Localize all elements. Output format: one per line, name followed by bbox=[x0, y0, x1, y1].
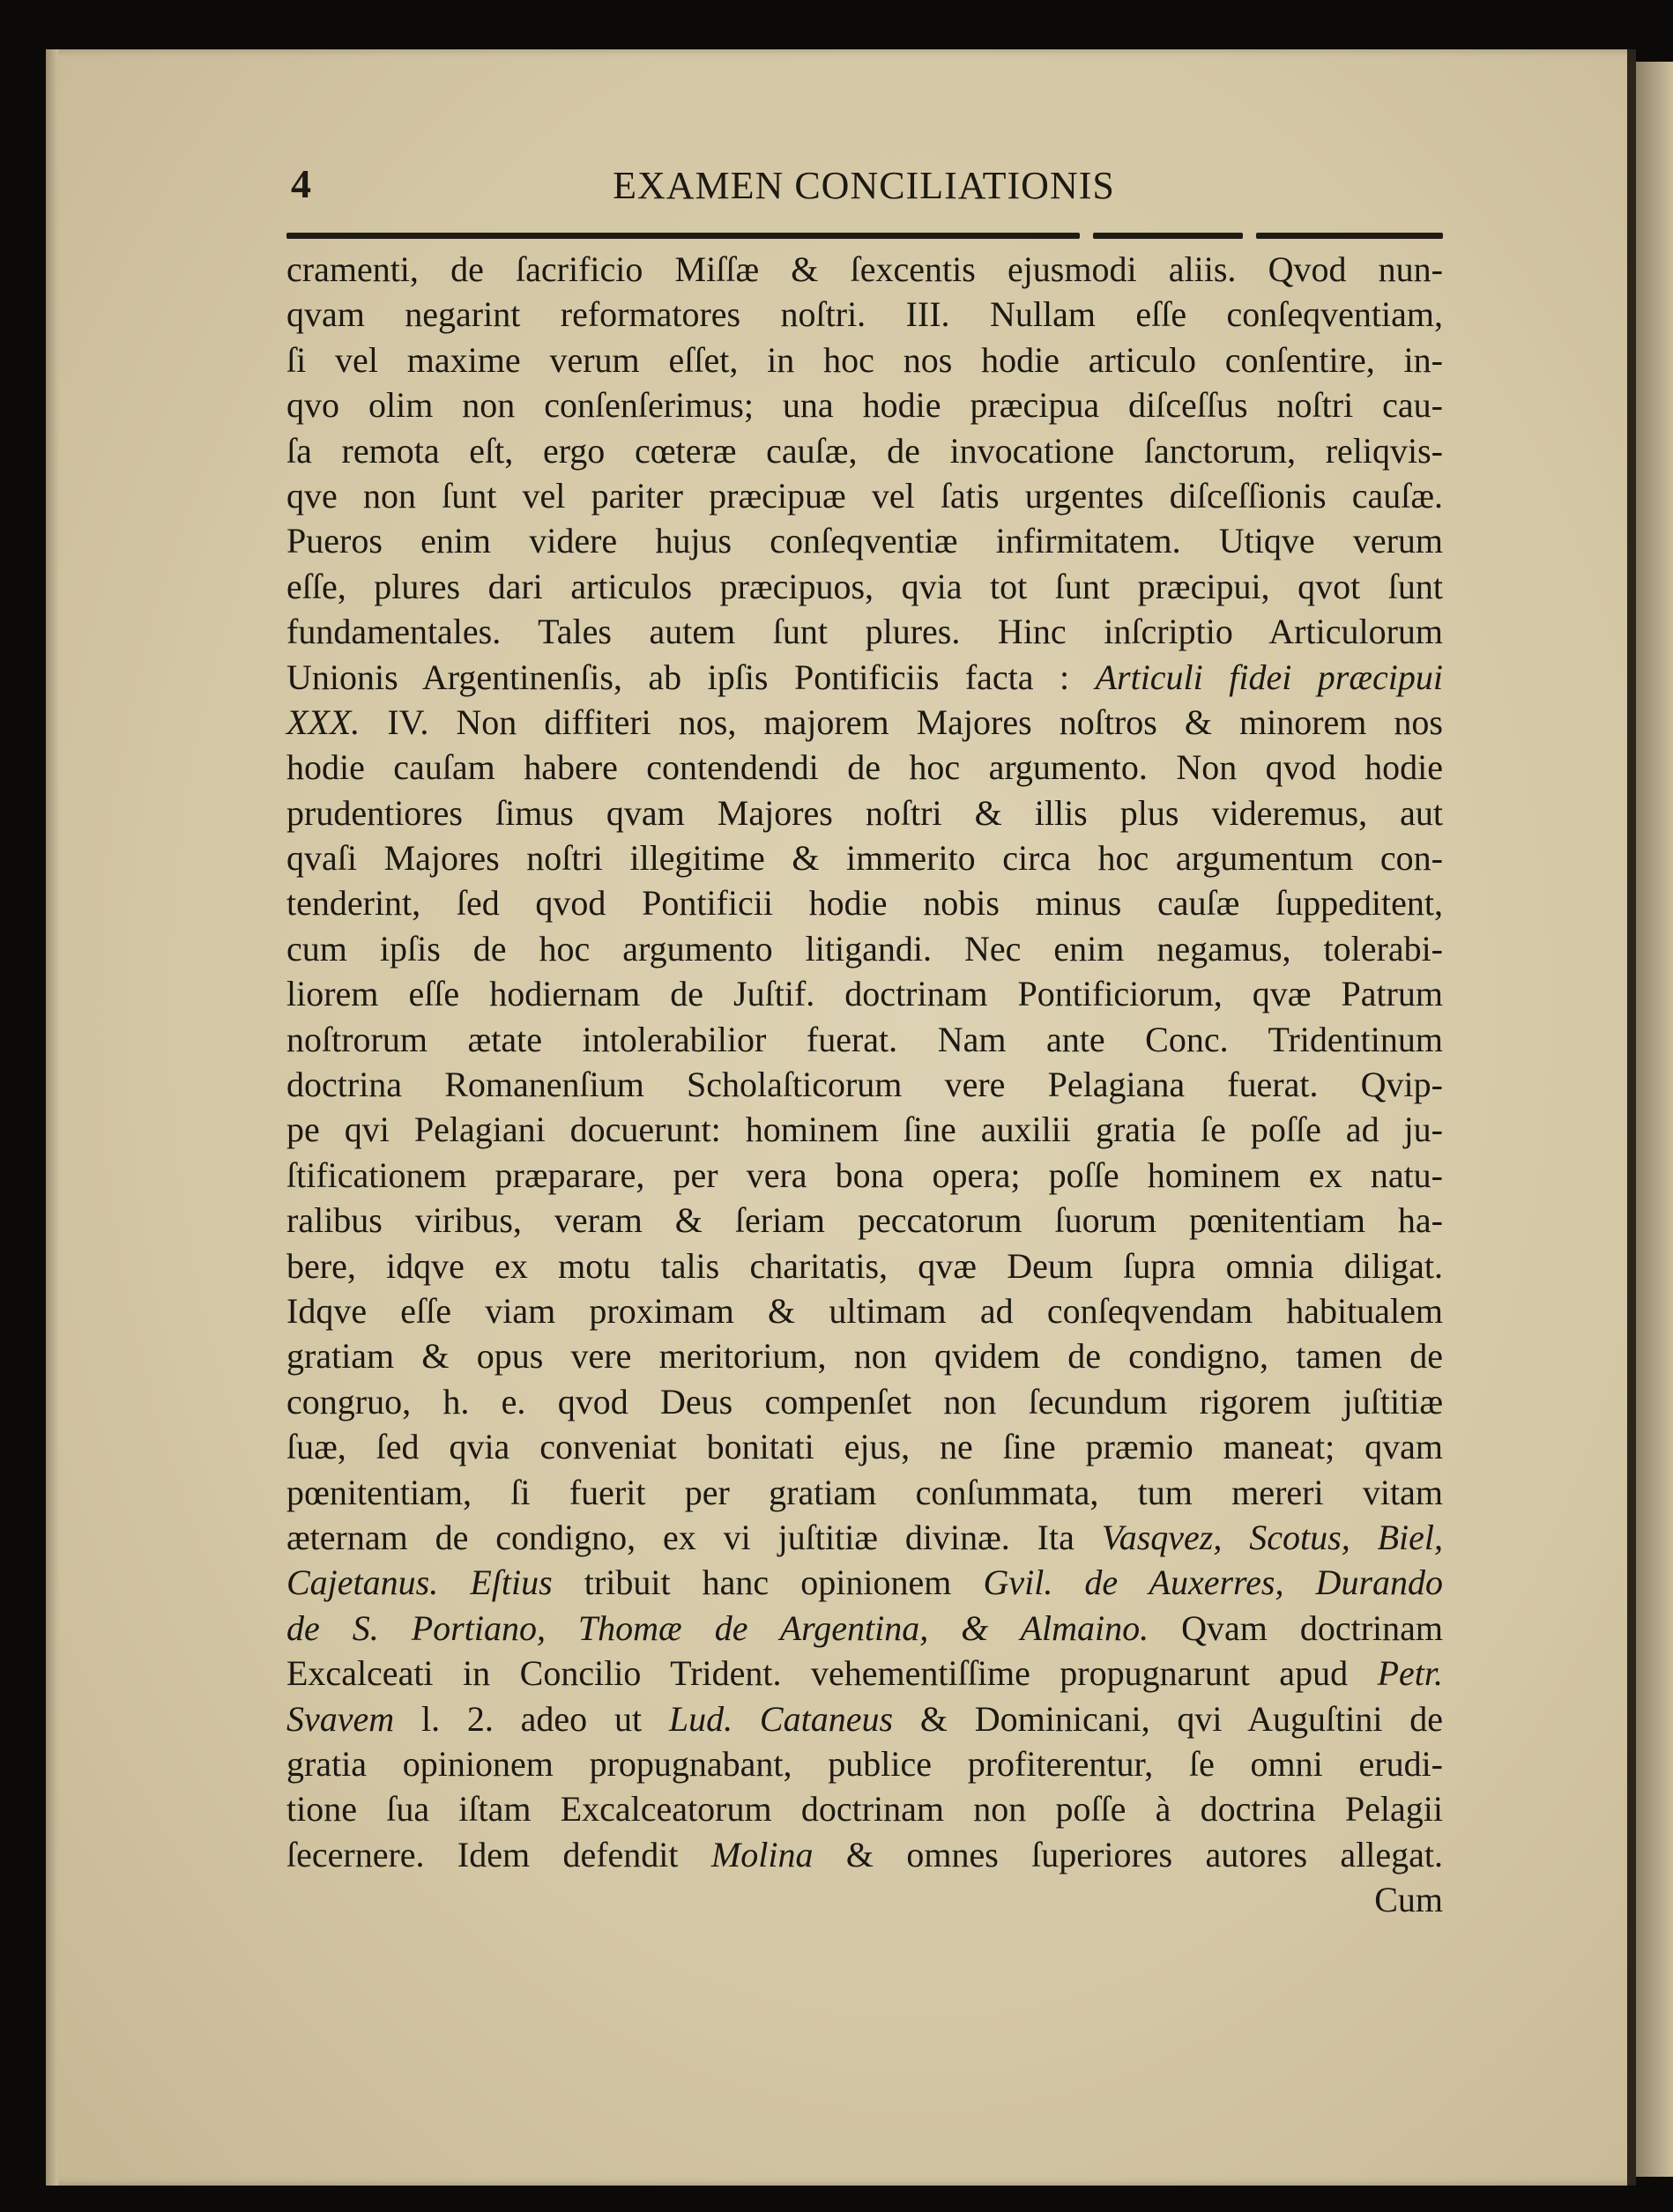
text-segment: l. 2. adeo ut bbox=[394, 1698, 669, 1739]
text-segment: qvo olim non conſenſerimus; una hodie præcipua diſceſſus noſtri cau- bbox=[286, 385, 1443, 426]
text-segment: qvaſi Majores noſtri illegitime & immerito circa hoc argumentum con- bbox=[286, 838, 1443, 879]
text-segment: & omnes ſuperiores autores allegat. bbox=[813, 1834, 1443, 1874]
text-segment: ralibus viribus, veram & ſeriam peccatorum ſuorum pœnitentiam ha- bbox=[286, 1200, 1443, 1241]
text-segment: gratia opinionem propugnabant, publice profiterentur, ſe omni erudi- bbox=[286, 1743, 1443, 1784]
text-segment: doctrina Romanenſium Scholaſticorum vere Pelagiana fuerat. Qvip- bbox=[286, 1065, 1443, 1105]
text-line bbox=[286, 1154, 1443, 1199]
text-segment: congruo, h. e. qvod Deus compenſet non ſecundum rigorem juſtitiæ bbox=[286, 1381, 1443, 1421]
text-segment: æternam de condigno, ex vi juſtitiæ divinæ. Ita bbox=[286, 1517, 1102, 1557]
text-line bbox=[286, 1472, 1443, 1517]
text-line bbox=[286, 1019, 1443, 1064]
text-line bbox=[286, 566, 1443, 611]
page-number: 4 bbox=[291, 161, 311, 206]
italic-text: Cajetanus. bbox=[286, 1563, 439, 1603]
text-line bbox=[286, 339, 1443, 384]
text-segment: ſecernere. Idem defendit bbox=[286, 1834, 711, 1874]
catchword: Cum bbox=[1374, 1880, 1443, 1920]
text-segment: tenderint, ſed qvod Pontificii hodie nobis minus cauſæ ſuppeditent, bbox=[286, 883, 1443, 924]
text-segment: gratiam & opus vere meritorium, non qvidem de condigno, tamen de bbox=[286, 1336, 1443, 1377]
text-line bbox=[286, 611, 1443, 656]
text-segment: Qvam doctrinam bbox=[1149, 1607, 1444, 1648]
text-line bbox=[286, 792, 1443, 837]
italic-text: de S. Portiano, Thomæ de Argentina, & Almaino. bbox=[286, 1607, 1149, 1648]
text-segment: ſi vel maxime verum eſſet, in hoc nos hodie articulo conſentire, in- bbox=[286, 339, 1443, 380]
text-line bbox=[286, 1788, 1443, 1833]
text-line bbox=[286, 475, 1443, 520]
header-rule bbox=[1093, 233, 1243, 239]
text-segment: eſſe, plures dari articulos præcipuos, qvia tot ſunt præcipui, qvot ſunt bbox=[286, 566, 1443, 606]
text-line bbox=[286, 973, 1443, 1018]
italic-text: Articuli fidei præcipui bbox=[1095, 657, 1444, 697]
text-line bbox=[286, 430, 1443, 475]
text-segment bbox=[438, 1563, 470, 1602]
body-text bbox=[286, 249, 1443, 1924]
text-segment: qvam negarint reformatores noſtri. III. Nullam eſſe conſeqventiam, bbox=[286, 294, 1443, 335]
text-segment: ſa remota eſt, ergo cœteræ cauſæ, de invocatione ſanctorum, reliqvis- bbox=[286, 430, 1443, 471]
text-line bbox=[286, 882, 1443, 927]
text-segment: prudentiores ſimus qvam Majores noſtri & illis plus videremus, aut bbox=[286, 792, 1443, 833]
page-left-edge bbox=[46, 49, 58, 2186]
text-line bbox=[286, 249, 1443, 293]
text-line bbox=[286, 657, 1443, 701]
text-segment: qve non ſunt vel pariter præcipuæ vel ſatis urgentes diſceſſionis cauſæ. bbox=[286, 475, 1443, 516]
running-head: EXAMEN CONCILIATIONIS bbox=[613, 164, 1115, 207]
italic-text: Petr. bbox=[1377, 1653, 1443, 1694]
text-line bbox=[286, 1109, 1443, 1154]
text-line bbox=[286, 1607, 1443, 1652]
text-segment: Unionis Argentinenſis, ab ipſis Pontificiis facta : bbox=[286, 657, 1096, 697]
text-line bbox=[286, 293, 1443, 338]
text-line bbox=[286, 1743, 1443, 1788]
text-segment: Pueros enim videre hujus conſeqventiæ infirmitatem. Utiqve verum bbox=[286, 521, 1443, 561]
text-segment: pœnitentiam, ſi fuerit per gratiam conſummata, tum mereri vitam bbox=[286, 1472, 1443, 1512]
text-line bbox=[286, 1834, 1443, 1879]
text-line bbox=[286, 928, 1443, 973]
text-line bbox=[286, 1064, 1443, 1109]
text-segment: bere, idqve ex motu talis charitatis, qvæ Deum ſupra omnia diligat. bbox=[286, 1245, 1443, 1286]
text-segment: IV. Non diffiteri nos, majorem Majores noſtros & minorem nos bbox=[360, 701, 1443, 742]
text-segment: Idqve eſſe viam proximam & ultimam ad conſeqvendam habitualem bbox=[286, 1290, 1443, 1331]
text-segment: tribuit hanc opinionem bbox=[552, 1563, 984, 1603]
text-line bbox=[286, 701, 1443, 746]
text-segment: hodie cauſam habere contendendi de hoc argumento. Non qvod hodie bbox=[286, 747, 1443, 788]
italic-text: XXX. bbox=[286, 701, 361, 742]
italic-text: Lud. Cataneus bbox=[668, 1698, 894, 1739]
text-line bbox=[286, 1517, 1443, 1562]
italic-text: Molina bbox=[710, 1834, 814, 1874]
text-segment: noſtrorum ætate intolerabilior fuerat. Nam ante Conc. Tridentinum bbox=[286, 1019, 1443, 1059]
text-segment: tione ſua iſtam Excalceatorum doctrinam non poſſe à doctrina Pelagii bbox=[286, 1789, 1443, 1830]
text-segment: ſuæ, ſed qvia conveniat bonitati ejus, ne ſine præmio maneat; qvam bbox=[286, 1427, 1443, 1467]
header-rule bbox=[1256, 233, 1443, 239]
text-line bbox=[286, 1562, 1443, 1607]
text-line bbox=[286, 1381, 1443, 1426]
header-rule bbox=[286, 233, 1080, 239]
text-segment: cum ipſis de hoc argumento litigandi. Nec enim negamus, tolerabi- bbox=[286, 928, 1443, 969]
text-segment: cramenti, de ſacrificio Miſſæ & ſexcentis ejusmodi aliis. Qvod nun- bbox=[286, 249, 1443, 289]
italic-text: Vasqvez, Scotus, Biel, bbox=[1101, 1517, 1443, 1557]
facing-page-edge bbox=[1636, 62, 1673, 2177]
text-line bbox=[286, 1698, 1443, 1743]
book-gutter bbox=[1627, 49, 1636, 2186]
text-line bbox=[286, 1199, 1443, 1244]
italic-text: Svavem bbox=[286, 1698, 395, 1739]
text-line bbox=[286, 837, 1443, 882]
text-segment: liorem eſſe hodiernam de Juſtif. doctrinam Pontificiorum, qvæ Patrum bbox=[286, 974, 1443, 1014]
text-segment: Excalceati in Concilio Trident. vehementiſſime propugnarunt apud bbox=[286, 1653, 1378, 1694]
text-segment: fundamentales. Tales autem ſunt plures. Hinc inſcriptio Articulorum bbox=[286, 612, 1443, 652]
text-line bbox=[286, 384, 1443, 429]
text-segment: ſtificationem præparare, per vera bona opera; poſſe hominem ex natu- bbox=[286, 1154, 1443, 1195]
text-line bbox=[286, 1335, 1443, 1380]
italic-text: Eſtius bbox=[470, 1563, 553, 1603]
text-line bbox=[286, 1245, 1443, 1290]
text-line bbox=[286, 1426, 1443, 1471]
text-line bbox=[286, 1290, 1443, 1335]
text-line bbox=[286, 520, 1443, 565]
italic-text: Gvil. de Auxerres, Durando bbox=[983, 1563, 1444, 1603]
text-line bbox=[286, 746, 1443, 791]
text-segment: & Dominicani, qvi Auguſtini de bbox=[893, 1698, 1444, 1739]
text-line bbox=[286, 1652, 1443, 1697]
text-segment: pe qvi Pelagiani docuerunt: hominem ſine auxilii gratia ſe poſſe ad ju- bbox=[286, 1110, 1443, 1150]
